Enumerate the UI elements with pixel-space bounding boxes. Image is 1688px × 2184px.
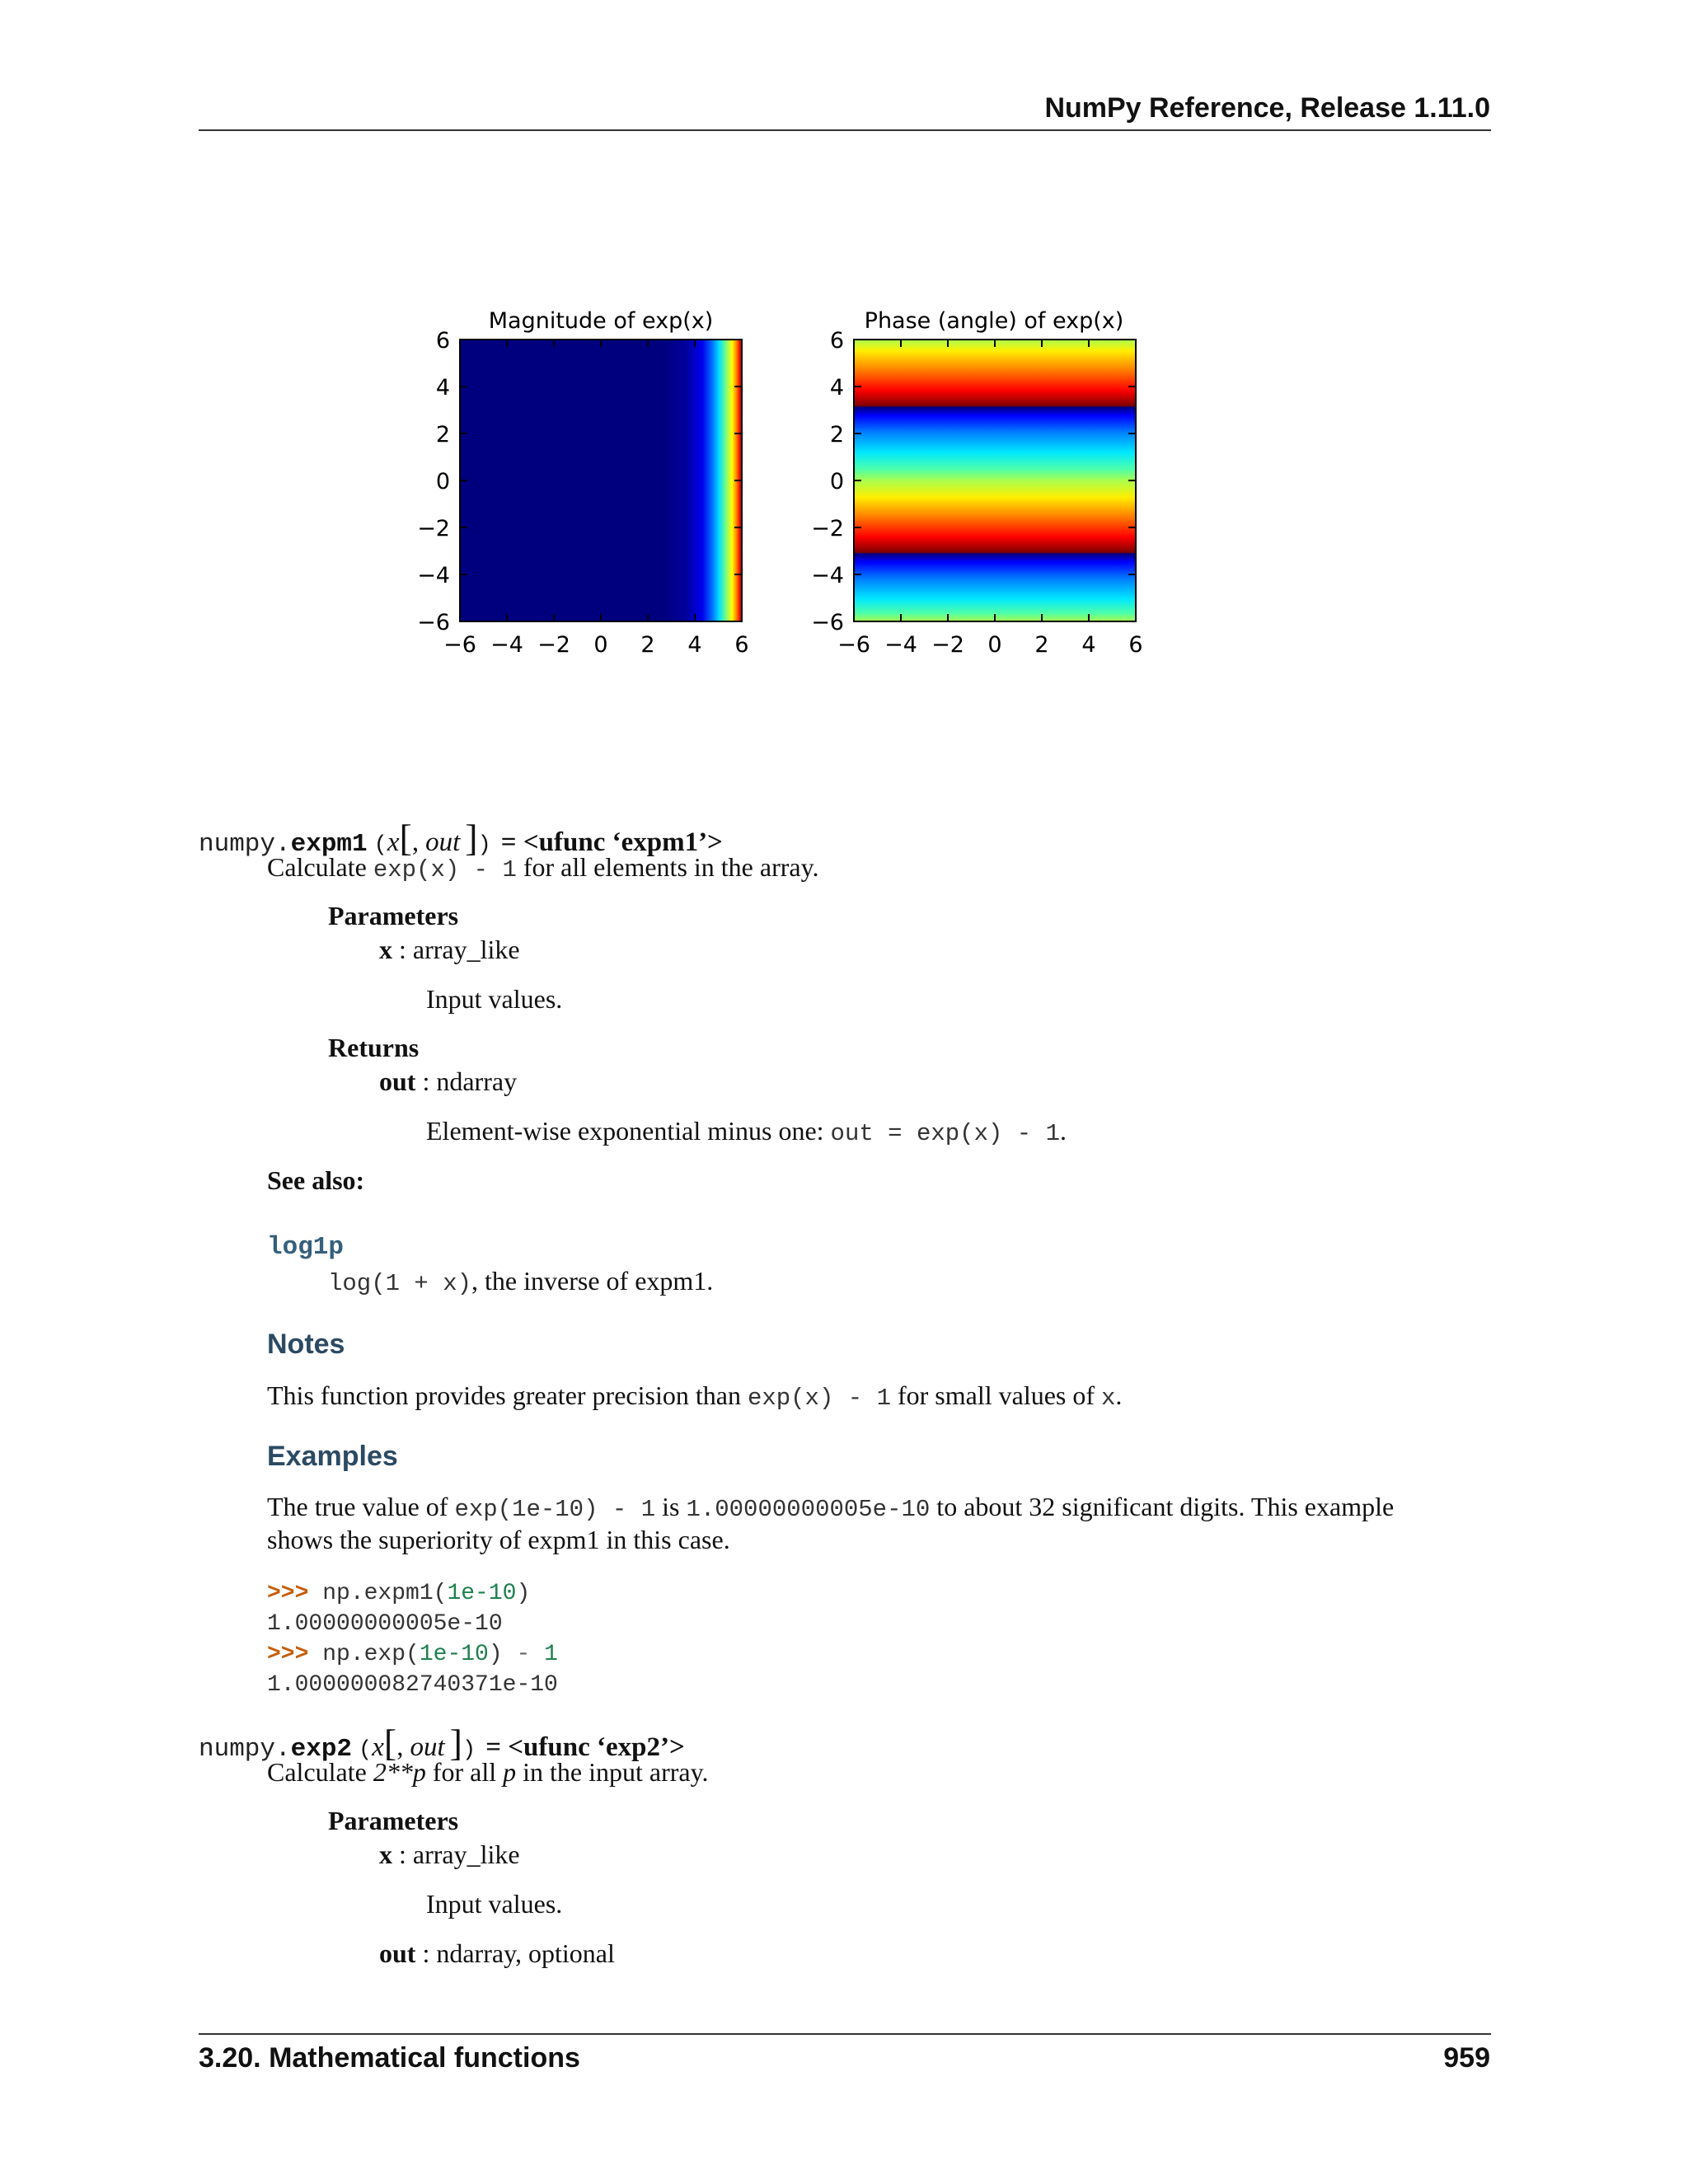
x-tick-label-phase: 2 — [1034, 632, 1049, 658]
x-tick-label-magnitude: 0 — [593, 632, 608, 658]
sig-paren-close: ) — [477, 833, 491, 858]
exp2-param-x-desc: Input values. — [426, 1889, 563, 1919]
y-tick-label-phase: 4 — [829, 375, 844, 401]
y-tick-label-magnitude: −6 — [417, 610, 450, 635]
code-example-block: >>> np.expm1(1e-10) 1.00000000005e-10 >>> np.exp(1e-10) - 1 1.000000082740371e-10 — [267, 1581, 558, 1698]
x-tick-label-phase: 6 — [1128, 632, 1143, 658]
param-x: x : array_like — [379, 935, 520, 964]
return-out: out : ndarray — [379, 1066, 518, 1096]
signature-expm1 — [199, 816, 723, 857]
notes-heading: Notes — [267, 1329, 345, 1360]
param-x-desc: Input values. — [426, 984, 563, 1014]
sig-ufunc: = <ufunc ‘exp2’> — [485, 1732, 685, 1762]
params-heading: Parameters — [328, 901, 459, 930]
sig-out: out — [410, 1732, 445, 1762]
footer-section: 3.20. Mathematical functions — [199, 2042, 580, 2074]
x-tick-label-magnitude: −4 — [490, 632, 523, 658]
notes-text: This function provides greater precision than exp(x) - 1 for small values of x. — [267, 1380, 1123, 1412]
examples-heading: Examples — [267, 1441, 398, 1472]
see-also-desc: log(1 + x), the inverse of expm1. — [328, 1266, 714, 1297]
x-tick-label-magnitude: 6 — [734, 632, 749, 658]
heatmap-phase-image — [854, 340, 1136, 621]
exp2-param-x: x : array_like — [379, 1840, 520, 1869]
x-tick-label-magnitude: 4 — [687, 632, 702, 658]
y-tick-label-phase: −4 — [811, 563, 844, 588]
y-tick-label-magnitude: 6 — [435, 328, 450, 354]
sig-bracket-close: ] — [465, 817, 478, 859]
y-tick-label-magnitude: 0 — [435, 469, 450, 494]
x-tick-label-magnitude: 2 — [640, 632, 655, 658]
chart-title-phase: Phase (angle) of exp(x) — [864, 308, 1124, 334]
sig-paren: ( — [373, 833, 387, 858]
expm1-description: Calculate exp(x) - 1 for all elements in the array. — [267, 852, 819, 883]
sig-paren: ( — [359, 1738, 373, 1763]
sig-comma: , — [411, 827, 420, 857]
sig-ufunc: = <ufunc ‘expm1’> — [500, 827, 723, 857]
page-number: 959 — [1443, 2042, 1490, 2074]
y-tick-label-phase: 2 — [829, 422, 844, 448]
sig-prefix: numpy. — [199, 830, 291, 859]
sig-name: expm1 — [290, 830, 368, 859]
sig-bracket: [ — [399, 817, 412, 859]
heatmap-phase — [811, 308, 1142, 658]
running-header: NumPy Reference, Release 1.11.0 — [1044, 92, 1490, 124]
y-tick-label-phase: 0 — [829, 469, 844, 494]
x-tick-label-phase: −6 — [837, 632, 870, 658]
x-tick-label-magnitude: −2 — [537, 632, 570, 658]
figure-exp-complex — [0, 0, 1688, 709]
y-tick-label-phase: −6 — [811, 610, 844, 635]
x-tick-label-phase: −4 — [884, 632, 917, 658]
chart-title-magnitude: Magnitude of exp(x) — [488, 308, 714, 334]
examples-text-line2: shows the superiority of expm1 in this case. — [267, 1525, 730, 1554]
return-out-desc: Element-wise exponential minus one: out = exp(x) - 1. — [426, 1116, 1067, 1147]
returns-heading: Returns — [328, 1033, 420, 1062]
see-also-heading: See also: — [267, 1165, 365, 1195]
y-tick-label-magnitude: −4 — [417, 563, 450, 588]
sig-prefix: numpy. — [199, 1735, 291, 1764]
examples-text-line1: The true value of exp(1e-10) - 1 is 1.00000000005e-10 to about 32 significant digits. This example — [267, 1492, 1395, 1523]
sig-name: exp2 — [290, 1735, 353, 1764]
sig-out: out — [425, 827, 461, 857]
signature-exp2 — [199, 1721, 685, 1762]
sig-paren-close: ) — [462, 1738, 476, 1763]
x-tick-label-phase: 0 — [987, 632, 1002, 658]
sig-bracket: [ — [383, 1722, 397, 1764]
footer-rule — [199, 2033, 1491, 2035]
sig-x: x — [387, 827, 400, 857]
y-tick-label-magnitude: 2 — [435, 422, 450, 448]
x-tick-label-phase: 4 — [1081, 632, 1096, 658]
sig-bracket-close: ] — [449, 1722, 462, 1764]
exp2-description: Calculate 2**p for all p in the input array. — [267, 1757, 709, 1787]
y-tick-label-phase: 6 — [829, 328, 844, 354]
y-tick-label-magnitude: −2 — [417, 516, 450, 541]
y-tick-label-magnitude: 4 — [435, 375, 450, 401]
x-tick-label-phase: −2 — [931, 632, 964, 658]
sig-comma: , — [396, 1732, 404, 1762]
heatmap-magnitude-image — [460, 340, 742, 621]
sig-x: x — [372, 1732, 384, 1762]
x-tick-label-magnitude: −6 — [443, 632, 476, 658]
exp2-param-out: out : ndarray, optional — [379, 1938, 615, 1968]
exp2-params-heading: Parameters — [328, 1806, 459, 1835]
y-tick-label-phase: −2 — [811, 516, 844, 541]
link-log1p[interactable]: log1p — [267, 1233, 345, 1262]
heatmap-magnitude — [417, 308, 748, 658]
